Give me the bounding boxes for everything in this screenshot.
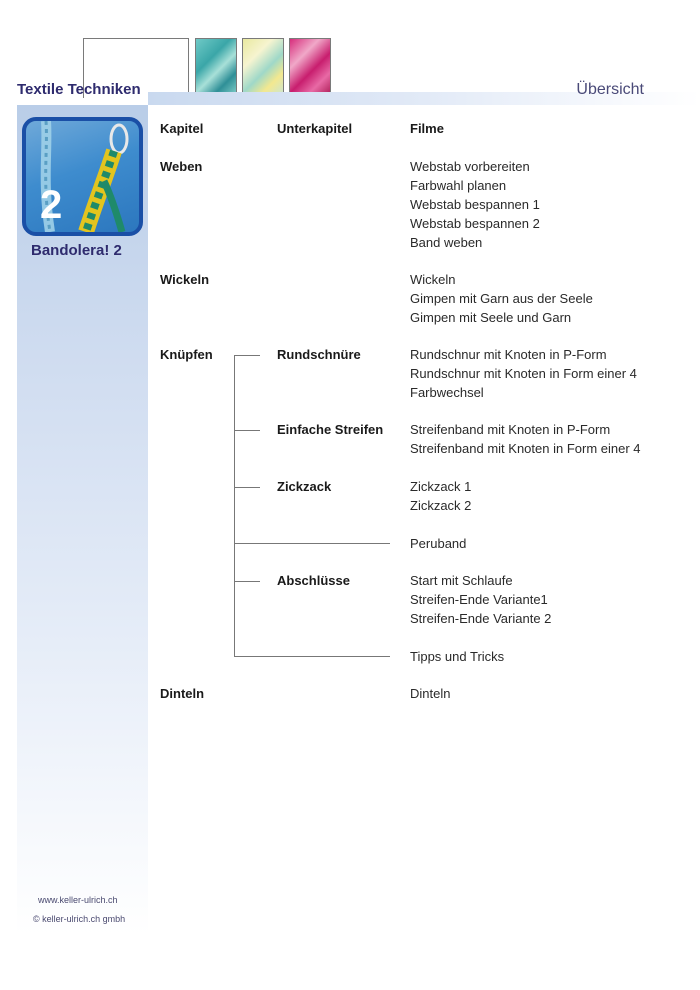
film-item: Farbwahl planen (410, 178, 507, 193)
section-title: Übersicht (576, 81, 644, 98)
chapter-dinteln: Dinteln (160, 686, 205, 701)
footer-copyright: © keller-ulrich.ch gmbh (33, 914, 126, 924)
logo-number: 2 (40, 183, 63, 227)
film-item: Wickeln (410, 272, 456, 287)
film-item: Gimpen mit Garn aus der Seele (410, 291, 593, 306)
film-item: Streifenband mit Knoten in Form einer 4 (410, 441, 641, 456)
tree-branch-line (234, 487, 260, 488)
film-item: Gimpen mit Seele und Garn (410, 310, 572, 325)
film-item: Webstab vorbereiten (410, 159, 530, 174)
thumbnail-wickeln-image (242, 38, 284, 98)
film-item: Webstab bespannen 1 (410, 197, 540, 212)
film-item: Tipps und Tricks (410, 649, 505, 664)
column-header-kapitel: Kapitel (160, 121, 204, 136)
thumbnail-weben-image (195, 38, 237, 98)
subchapter-einfache-streifen: Einfache Streifen (277, 422, 384, 437)
chapter-weben: Weben (160, 159, 203, 174)
film-item: Rundschnur mit Knoten in P-Form (410, 347, 607, 362)
subchapter-abschluesse: Abschlüsse (277, 573, 350, 588)
film-item: Zickzack 2 (410, 498, 472, 513)
tree-branch-line (234, 581, 260, 582)
product-name: Bandolera! 2 (31, 242, 122, 259)
tree-vertical-line (234, 355, 235, 656)
chapter-wickeln: Wickeln (160, 272, 210, 287)
thumbnail-knuepfen-image (289, 38, 331, 98)
film-item: Zickzack 1 (410, 479, 472, 494)
chapter-knuepfen: Knüpfen (160, 347, 213, 362)
film-item: Dinteln (410, 686, 451, 701)
braided-cord-logo-icon (22, 117, 143, 236)
subchapter-zickzack: Zickzack (277, 479, 332, 494)
film-item: Streifen-Ende Variante 2 (410, 611, 552, 626)
tree-branch-line (234, 430, 260, 431)
tree-branch-line (234, 656, 390, 657)
film-item: Streifenband mit Knoten in P-Form (410, 422, 611, 437)
film-item: Farbwechsel (410, 385, 484, 400)
tree-branch-line (234, 543, 390, 544)
film-item: Band weben (410, 235, 483, 250)
column-header-filme: Filme (410, 121, 444, 136)
film-item: Webstab bespannen 2 (410, 216, 540, 231)
column-header-unterkapitel: Unterkapitel (277, 121, 353, 136)
film-item: Start mit Schlaufe (410, 573, 513, 588)
film-item: Rundschnur mit Knoten in Form einer 4 (410, 366, 637, 381)
film-item: Peruband (410, 536, 467, 551)
subchapter-rundschnuere: Rundschnüre (277, 347, 361, 362)
film-item: Streifen-Ende Variante1 (410, 592, 548, 607)
page-title: Textile Techniken (17, 81, 141, 98)
tree-branch-line (234, 355, 260, 356)
footer-url: www.keller-ulrich.ch (38, 895, 118, 905)
